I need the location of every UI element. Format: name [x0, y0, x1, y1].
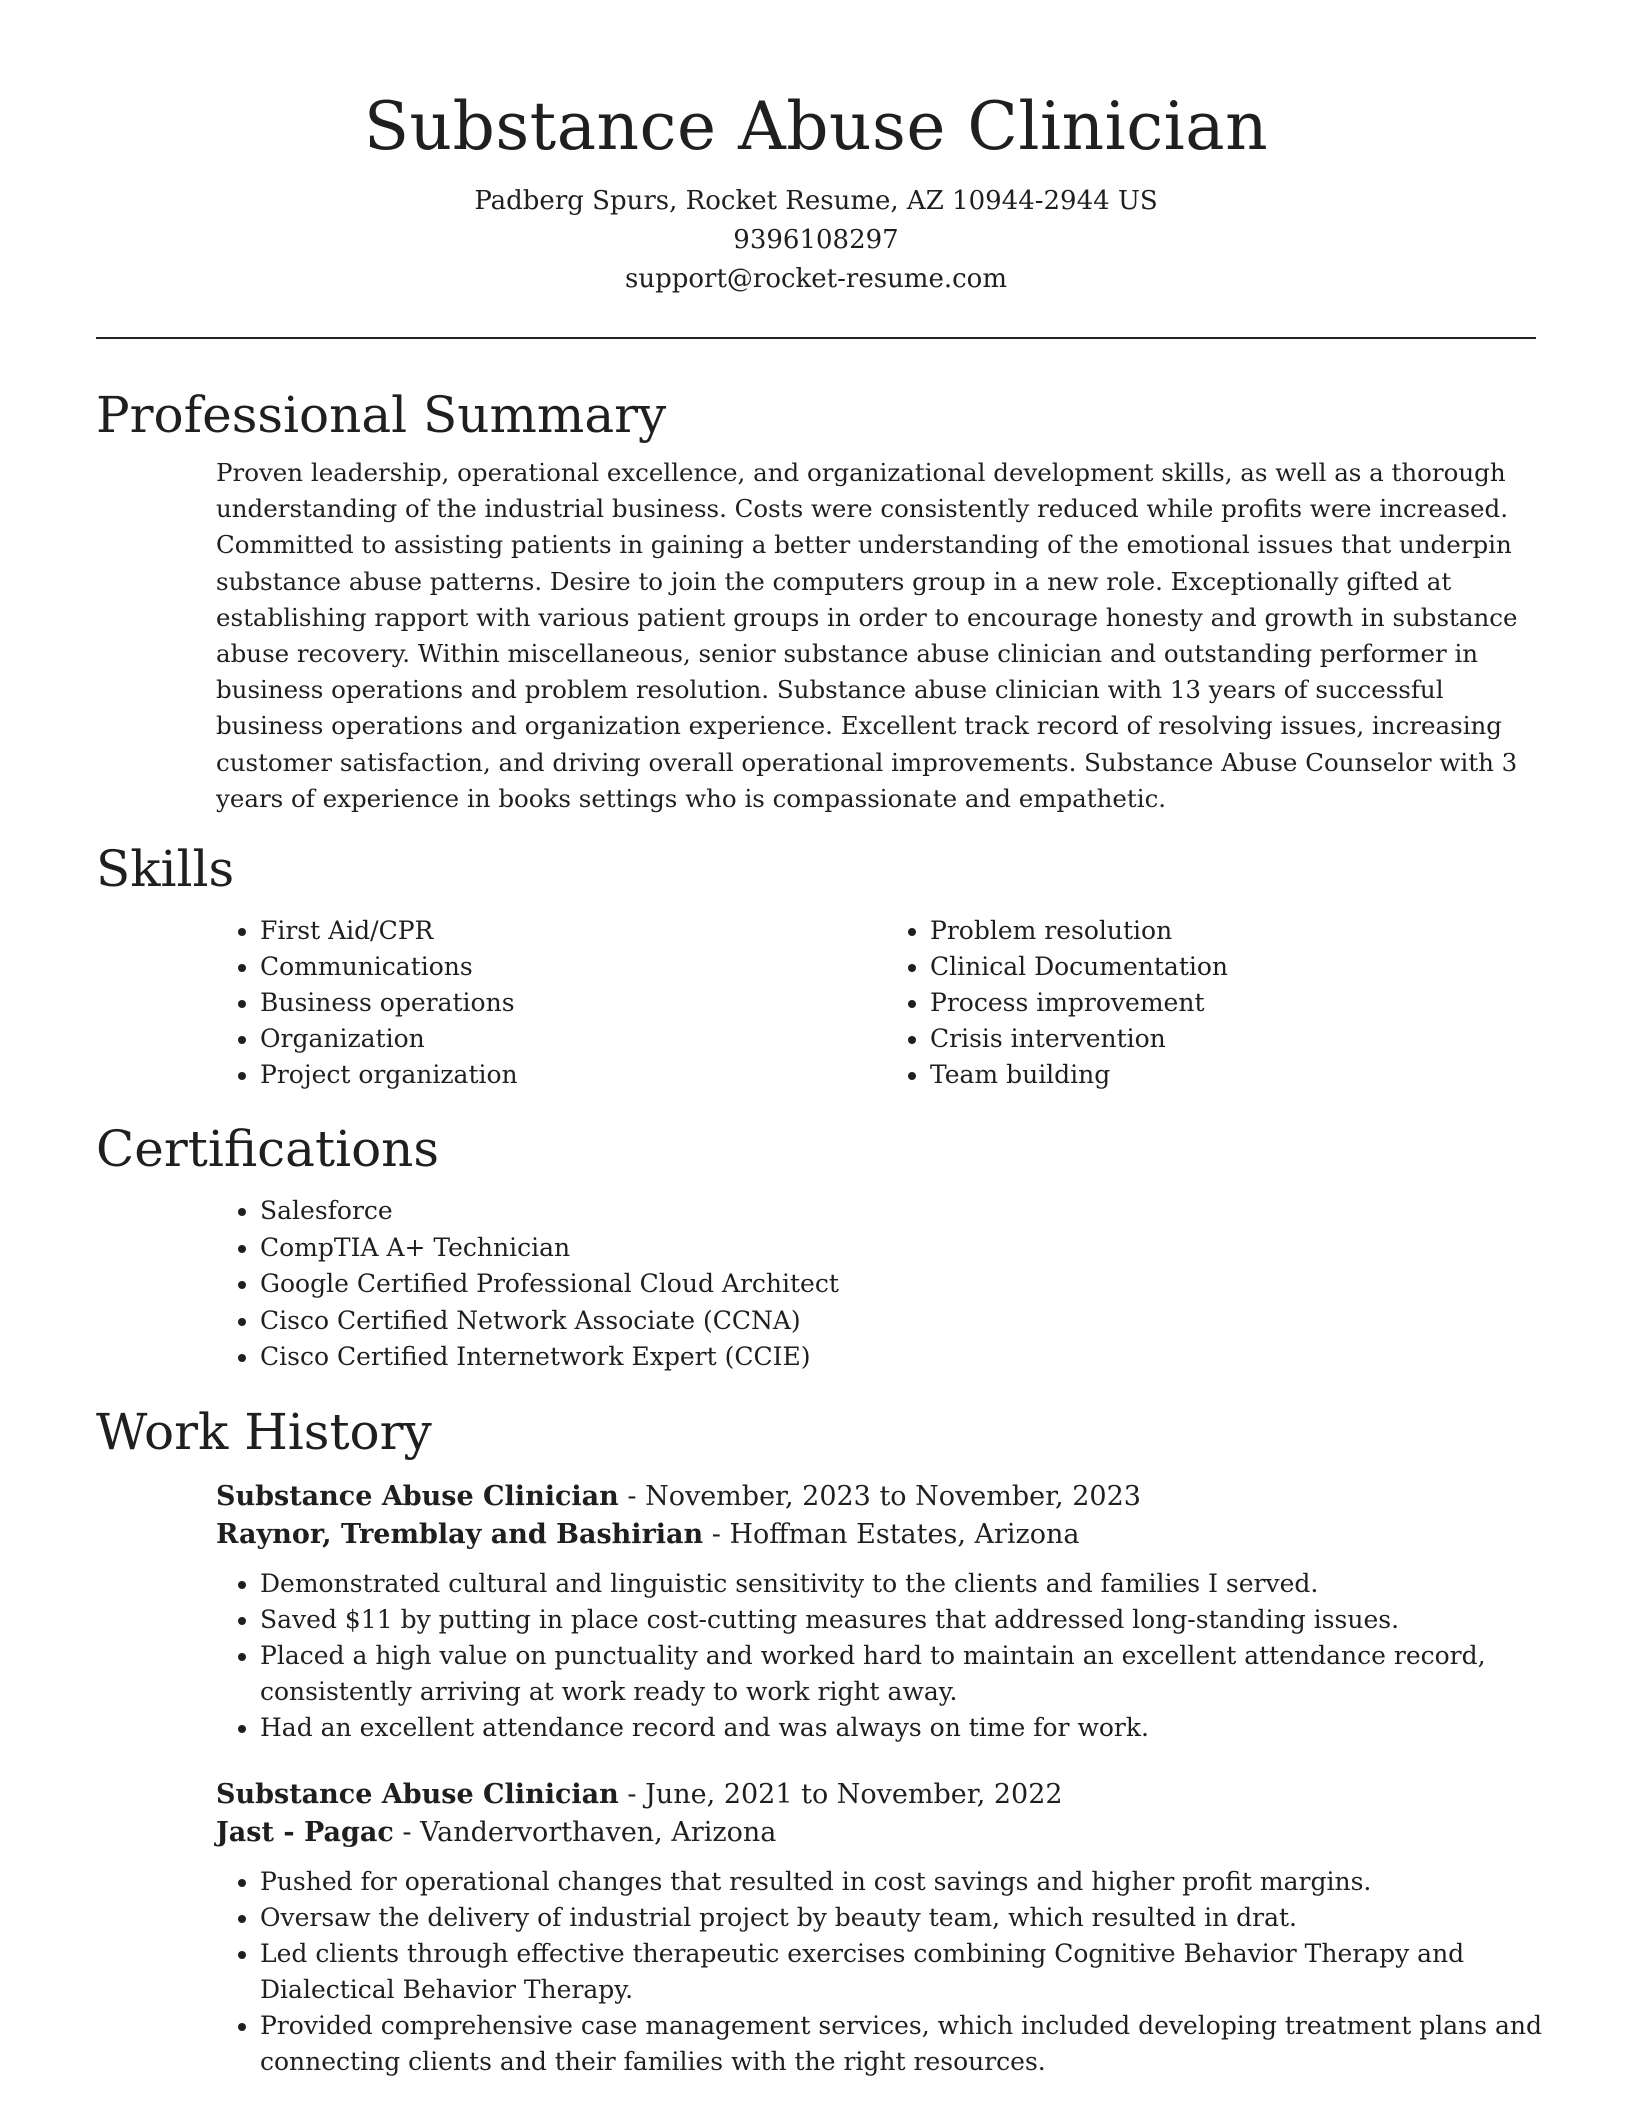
job-title: Substance Abuse Clinician — [216, 1480, 619, 1512]
job-bullet: • Placed a high value on punctuality and worked hard to maintain an excellent attendance record, consistently arriving at work ready to work right away. — [260, 1638, 1546, 1710]
resume-header — [96, 0, 1536, 299]
job-company-line — [216, 1814, 1546, 1852]
contact-info — [96, 182, 1536, 299]
job-bullet: • Pushed for operational changes that resulted in cost savings and higher profit margins. — [260, 1864, 1546, 1900]
skills-section — [96, 837, 1536, 1093]
skills-left-list — [96, 913, 746, 1093]
email: support@rocket-resume.com — [624, 264, 1007, 294]
job-bullets — [216, 1566, 1546, 1746]
job-title: Substance Abuse Clinician — [216, 1778, 619, 1810]
certification-item: • Cisco Certified Network Associate (CCNA) — [260, 1303, 1536, 1340]
summary-text: Proven leadership, operational excellence, and organizational development skills, as well as a thorough understanding of the industrial business. Costs were consistently reduced while profits were increased. Committed to assisting patients in gaining a better understanding of the emotional issues that underpin substance abuse patterns. Desire to join the computers group in a new role. Exceptionally gifted at establishing rapport with various patient groups in order to encourage honesty and growth in substance abuse recovery. Within miscellaneous, senior substance abuse clinician and outstanding performer in business operations and problem resolution. Substance abuse clinician with 13 years of successful business operations and organization experience. Excellent track record of resolving issues, increasing customer satisfaction, and driving overall operational improvements. Substance Abuse Counselor with 3 years of experience in books settings who is compassionate and empathetic. — [216, 458, 1518, 813]
skills-grid — [96, 913, 1536, 1093]
job-bullet: • Demonstrated cultural and linguistic sensitivity to the clients and families I served. — [260, 1566, 1546, 1602]
job-bullet: • Saved $11 by putting in place cost-cutting measures that addressed long-standing issues. — [260, 1602, 1546, 1638]
job-company: Raynor, Tremblay and Bashirian — [216, 1518, 704, 1550]
job-entry — [216, 1776, 1546, 2080]
job-title-line — [216, 1478, 1546, 1516]
job-company: Jast - Pagac — [216, 1816, 394, 1848]
skill-item: • Problem resolution — [930, 913, 1416, 949]
skill-item: • Project organization — [260, 1057, 746, 1093]
address: Padberg Spurs, Rocket Resume, AZ 10944-2944 US — [474, 186, 1158, 216]
resume-page — [96, 0, 1543, 2080]
work-history-section — [96, 1400, 1543, 2080]
certification-item: • Cisco Certified Internetwork Expert (CCIE) — [260, 1339, 1536, 1376]
skills-right-list — [746, 913, 1416, 1093]
skill-item: • Team building — [930, 1057, 1416, 1093]
skill-item: • Crisis intervention — [930, 1021, 1416, 1057]
certification-item: • Salesforce — [260, 1193, 1536, 1230]
job-bullet: • Provided comprehensive case management services, which included developing treatment plans and connecting clients and their families with the right resources. — [260, 2008, 1546, 2080]
job-bullet: • Oversaw the delivery of industrial project by beauty team, which resulted in drat. — [260, 1900, 1546, 1936]
skill-item: • Communications — [260, 949, 746, 985]
job-entry — [216, 1478, 1546, 1746]
certifications-heading: Certifications — [96, 1120, 440, 1179]
skills-heading: Skills — [96, 840, 235, 899]
resume-name: Substance Abuse Clinician — [363, 88, 1269, 165]
skill-item: • First Aid/CPR — [260, 913, 746, 949]
job-dates: - June, 2021 to November, 2022 — [618, 1778, 1063, 1810]
certifications-list — [96, 1193, 1536, 1376]
skill-item: • Business operations — [260, 985, 746, 1021]
job-location: - Hoffman Estates, Arizona — [703, 1518, 1080, 1550]
phone: 9396108297 — [733, 225, 899, 255]
skill-item: • Clinical Documentation — [930, 949, 1416, 985]
certifications-section — [96, 1117, 1536, 1376]
certification-item: • Google Certified Professional Cloud Architect — [260, 1266, 1536, 1303]
summary-section — [96, 383, 1536, 817]
header-divider — [96, 337, 1536, 339]
skill-item: • Process improvement — [930, 985, 1416, 1021]
job-title-line — [216, 1776, 1546, 1814]
summary-heading: Professional Summary — [96, 386, 667, 444]
job-bullet: • Led clients through effective therapeutic exercises combining Cognitive Behavior Therapy and Dialectical Behavior Therapy. — [260, 1936, 1546, 2008]
job-bullet: • Had an excellent attendance record and was always on time for work. — [260, 1710, 1546, 1746]
job-location: - Vandervorthaven, Arizona — [393, 1816, 777, 1848]
job-dates: - November, 2023 to November, 2023 — [618, 1480, 1141, 1512]
job-bullets — [216, 1864, 1546, 2080]
work-history-heading: Work History — [96, 1402, 432, 1461]
certification-item: • CompTIA A+ Technician — [260, 1230, 1536, 1267]
job-company-line — [216, 1516, 1546, 1554]
skill-item: • Organization — [260, 1021, 746, 1057]
